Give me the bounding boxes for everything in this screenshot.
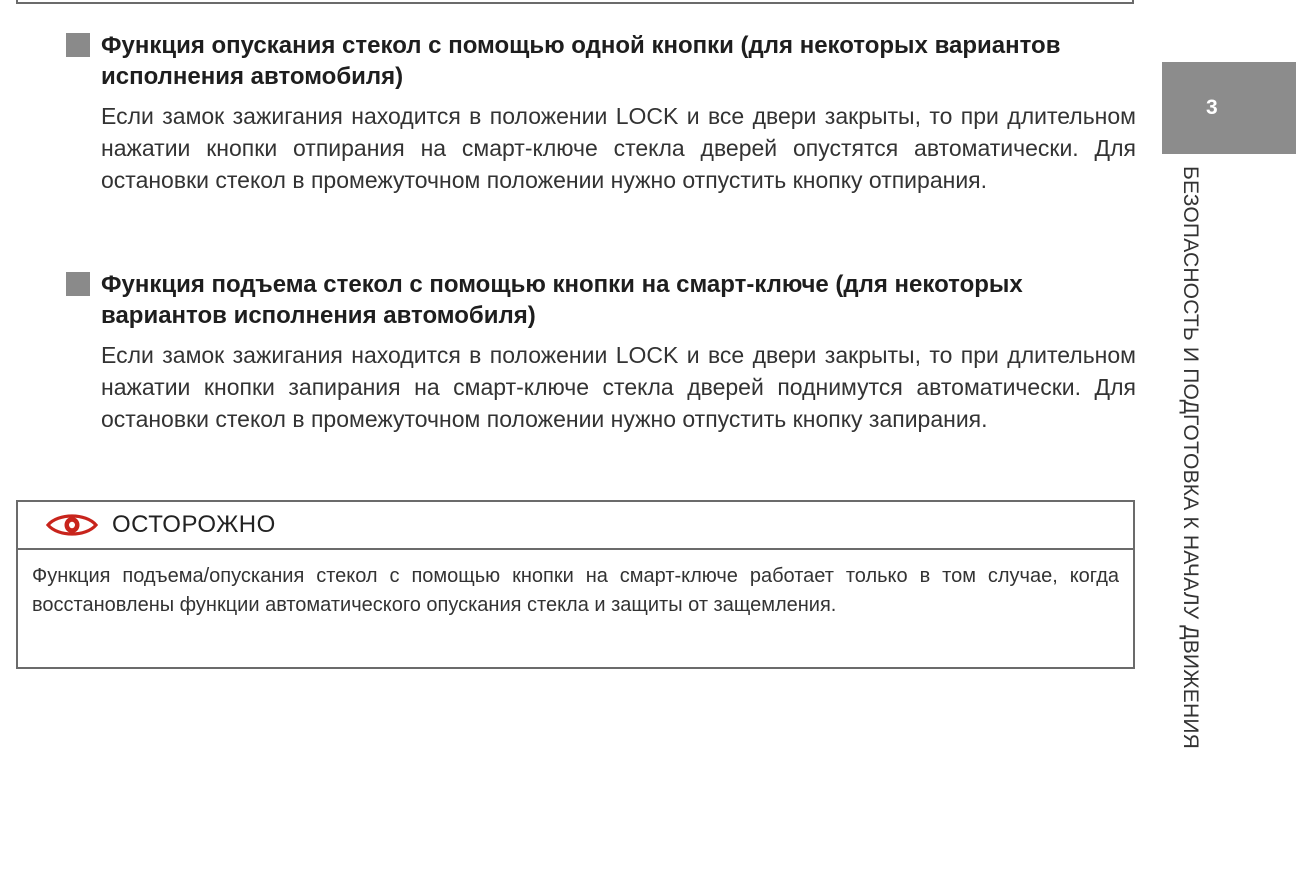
square-bullet-icon xyxy=(66,33,90,57)
section-one-button-lowering xyxy=(66,30,1136,196)
section-heading-text: Функция подъема стекол с помощью кнопки на смарт-ключе (для некоторых вариантов исполнения автомобиля) xyxy=(101,271,1023,329)
chapter-tab xyxy=(1162,62,1296,154)
chapter-side-title: БЕЗОПАСНОСТЬ И ПОДГОТОВКА К НАЧАЛУ ДВИЖЕНИЯ xyxy=(1179,166,1202,750)
section-heading xyxy=(66,30,1136,92)
square-bullet-icon xyxy=(66,272,90,296)
section-body: Если замок зажигания находится в положении LOCK и все двери закрыты, то при длительном нажатии кнопки отпирания на смарт-ключе стекла дверей опустятся автоматически. Для остановки стекол в промежуточном положении нужно отпустить кнопку отпирания. xyxy=(101,103,1136,193)
previous-box-edge xyxy=(16,0,1134,4)
section-smart-key-raising xyxy=(66,269,1136,435)
caution-header xyxy=(18,502,1133,550)
caution-title: ОСТОРОЖНО xyxy=(112,511,276,538)
chapter-number: 3 xyxy=(1206,96,1218,119)
eye-icon xyxy=(46,512,98,538)
section-heading xyxy=(66,269,1136,331)
caution-text: Функция подъема/опускания стекол с помощью кнопки на смарт-ключе работает только в том случае, когда восстановлены функции автоматического опускания стекла и защиты от защемления. xyxy=(32,565,1119,616)
section-heading-text: Функция опускания стекол с помощью одной кнопки (для некоторых вариантов исполнения автомобиля) xyxy=(101,32,1061,90)
section-body: Если замок зажигания находится в положении LOCK и все двери закрыты, то при длительном нажатии кнопки запирания на смарт-ключе стекла дверей поднимутся автоматически. Для остановки стекол в промежуточном положении нужно отпустить кнопку запирания. xyxy=(101,342,1136,432)
caution-box xyxy=(16,500,1135,669)
